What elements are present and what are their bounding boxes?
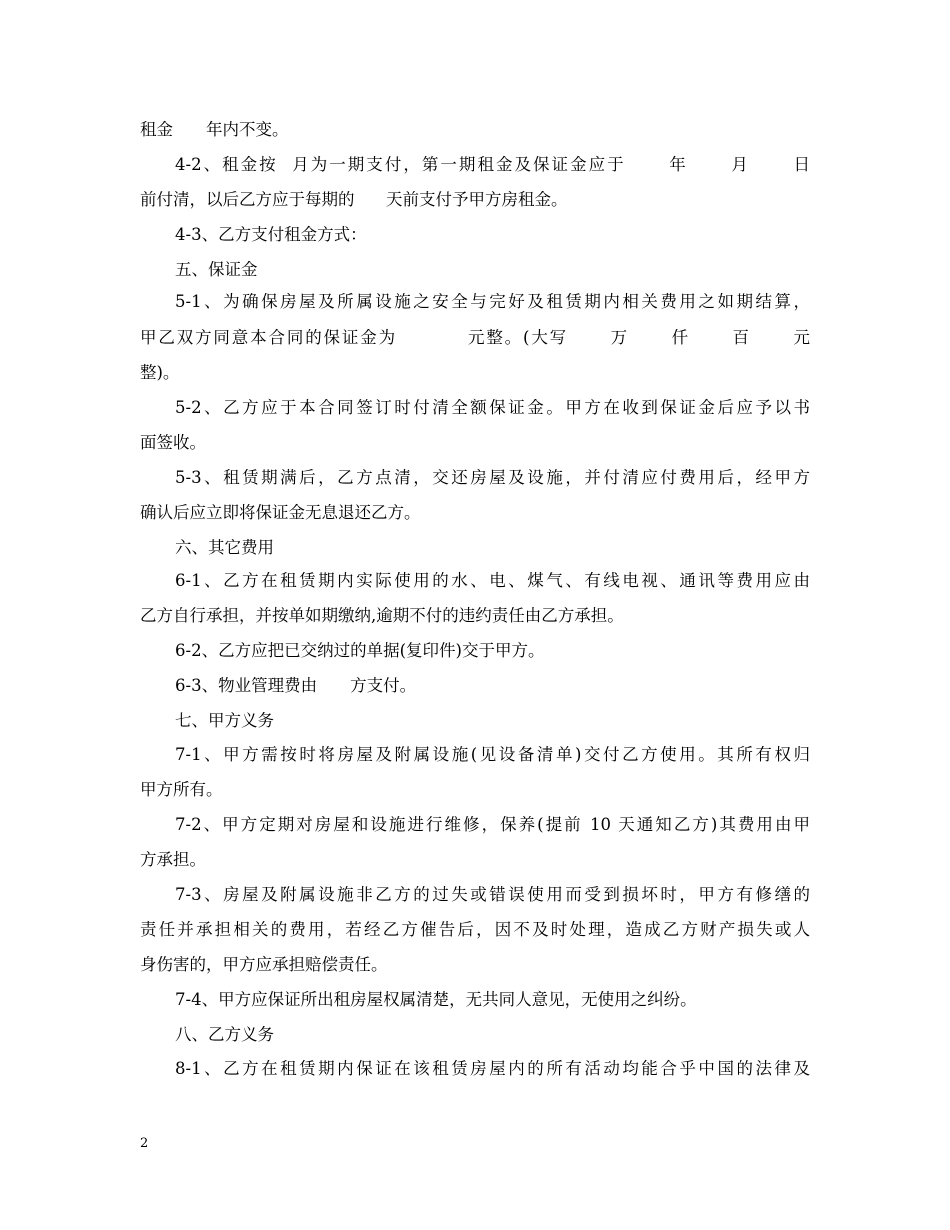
section-heading: 五、保证金 xyxy=(175,260,258,279)
text-line: 6-3、物业管理费由 方支付。 xyxy=(175,676,417,695)
text-line: 方承担。 xyxy=(140,850,206,869)
text-line: 7-2、甲方定期对房屋和设施进行维修，保养(提前 10 天通知乙方)其费用由甲 xyxy=(175,815,810,834)
section-heading: 六、其它费用 xyxy=(175,538,274,557)
text-line: 面签收。 xyxy=(140,433,206,452)
text-line: 甲方所有。 xyxy=(140,780,223,799)
section-heading: 七、甲方义务 xyxy=(175,711,274,730)
text-line: 4-3、乙方支付租金方式： xyxy=(175,225,367,244)
text-line: 5-2、乙方应于本合同签订时付清全额保证金。甲方在收到保证金后应予以书 xyxy=(175,398,810,417)
text-line: 7-3、房屋及附属设施非乙方的过失或错误使用而受到损坏时，甲方有修缮的 xyxy=(175,885,810,904)
text-line: 身伤害的，甲方应承担赔偿责任。 xyxy=(140,955,388,974)
text-line: 5-1、为确保房屋及所属设施之安全与完好及租赁期内相关费用之如期结算， xyxy=(175,292,810,311)
section-heading: 八、乙方义务 xyxy=(175,1025,274,1044)
page-number: 2 xyxy=(140,1136,149,1151)
text-line: 7-4、甲方应保证所出租房屋权属清楚，无共同人意见，无使用之纠纷。 xyxy=(175,990,697,1009)
text-line: 确认后应立即将保证金无息退还乙方。 xyxy=(140,503,421,522)
text-line: 7-1、甲方需按时将房屋及附属设施(见设备清单)交付乙方使用。其所有权归 xyxy=(175,745,810,764)
text-line: 乙方自行承担，并按单如期缴纳,逾期不付的违约责任由乙方承担。 xyxy=(140,606,624,625)
text-line: 整)。 xyxy=(140,363,180,382)
text-line: 6-2、乙方应把已交纳过的单据(复印件)交于甲方。 xyxy=(175,641,545,660)
text-line: 5-3、租赁期满后，乙方点清，交还房屋及设施，并付清应付费用后，经甲方 xyxy=(175,468,810,487)
text-line: 甲乙双方同意本合同的保证金为 元整。(大写 万 仟 百 元 xyxy=(140,328,810,347)
text-line: 租金 年内不变。 xyxy=(140,120,289,139)
text-line: 4-2、租金按 月为一期支付，第一期租金及保证金应于 年 月 日 xyxy=(175,155,810,174)
text-line: 6-1、乙方在租赁期内实际使用的水、电、煤气、有线电视、通讯等费用应由 xyxy=(175,571,810,590)
text-line: 责任并承担相关的费用，若经乙方催告后，因不及时处理，造成乙方财产损失或人 xyxy=(140,920,810,939)
text-line: 8-1、乙方在租赁期内保证在该租赁房屋内的所有活动均能合乎中国的法律及 xyxy=(175,1059,810,1078)
text-line: 前付清，以后乙方应于每期的 天前支付予甲方房租金。 xyxy=(140,190,568,209)
